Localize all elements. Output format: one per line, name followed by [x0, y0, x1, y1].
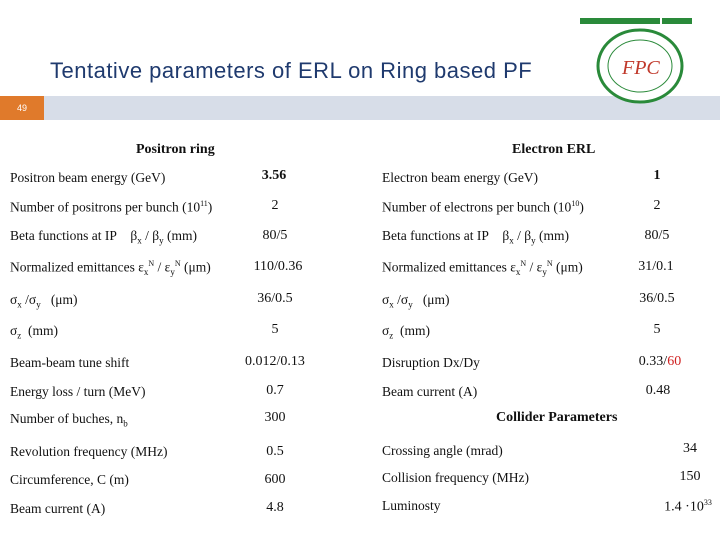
beta-functions-value: 80/5: [262, 228, 288, 243]
number-of-bunches-label: Number of buches, $n_b$: [10, 411, 128, 429]
crossing-angle-value: 34: [683, 441, 697, 456]
positrons-per-bunch-value: 2: [271, 198, 279, 213]
luminosity-label: Luminosty: [382, 498, 441, 513]
svg-text:FPC: FPC: [622, 57, 660, 79]
erl-normalized-emittances-label: Normalized emittances $\varepsilon_x^N / \varepsilon_y^N$ (μm): [382, 259, 583, 278]
beta-functions-label: Beta functions at IP $\beta_x / \beta_y$ (mm): [10, 228, 197, 246]
disruption-label: Disruption Dx/Dy: [382, 355, 480, 370]
normalized-emittances-value: 110/0.36: [253, 259, 303, 274]
electron-erl-heading: Electron ERL: [512, 142, 596, 157]
electron-energy-value: 1: [653, 168, 661, 183]
electrons-per-bunch-label: Number of electrons per bunch $(10^{10})$: [382, 199, 584, 215]
erl-beam-current-label: Beam current (A): [382, 384, 478, 399]
collision-frequency-value: 150: [679, 469, 701, 484]
erl-sigma-z-value: 5: [653, 322, 661, 337]
circumference-label: Circumference, C (m): [10, 472, 129, 487]
collider-parameters-heading: Collider Parameters: [496, 410, 618, 425]
luminosity-value: $1.4 \cdot 10^{33}$: [664, 498, 712, 515]
beam-beam-tune-shift-value: 0.012/0.13: [245, 354, 305, 369]
positron-energy-value: 3.56: [261, 168, 287, 183]
positron-beam-current-label: Beam current (A): [10, 501, 106, 516]
sigma-z-value: 5: [271, 322, 279, 337]
page-title: Tentative parameters of ERL on Ring based PF: [50, 58, 533, 83]
disruption-value: 0.33/60: [638, 354, 682, 369]
erl-sigma-xy-value: 36/0.5: [639, 291, 675, 306]
crossing-angle-label: Crossing angle (mrad): [382, 443, 503, 458]
energy-loss-value: 0.7: [266, 383, 284, 398]
normalized-emittances-label: Normalized emittances $\varepsilon_x^N / \varepsilon_y^N$ (μm): [10, 259, 211, 278]
sigma-xy-label: $\sigma_x$ $/\sigma_y$ (μm): [10, 292, 78, 310]
electrons-per-bunch-value: 2: [653, 198, 661, 213]
institution-logo: [578, 14, 698, 104]
sigma-xy-value: 36/0.5: [257, 291, 293, 306]
positrons-per-bunch-label: Number of positrons per bunch $(10^{11})$: [10, 199, 213, 215]
positron-ring-heading: Positron ring: [136, 142, 215, 157]
beam-beam-tune-shift-label: Beam-beam tune shift: [10, 355, 130, 370]
electron-energy-label: Electron beam energy (GeV): [382, 170, 539, 185]
positron-energy-label: Positron beam energy (GeV): [10, 170, 166, 185]
erl-normalized-emittances-value: 31/0.1: [638, 259, 674, 274]
energy-loss-label: Energy loss / turn (MeV): [10, 384, 146, 399]
erl-beta-functions-label: Beta functions at IP $\beta_x / \beta_y$ (mm): [382, 228, 569, 246]
positron-beam-current-value: 4.8: [266, 500, 284, 515]
erl-beam-current-value: 0.48: [645, 383, 671, 398]
collision-frequency-label: Collision frequency (MHz): [382, 470, 529, 485]
erl-beta-functions-value: 80/5: [644, 228, 670, 243]
sigma-z-label: $\sigma_z$ (mm): [10, 323, 59, 341]
slide-number: 49: [0, 96, 44, 120]
erl-sigma-z-label: $\sigma_z$ (mm): [382, 323, 431, 341]
revolution-frequency-value: 0.5: [266, 444, 284, 459]
revolution-frequency-label: Revolution frequency (MHz): [10, 444, 168, 459]
circumference-value: 600: [264, 472, 286, 487]
erl-sigma-xy-label: $\sigma_x$ $/\sigma_y$ (μm): [382, 292, 450, 310]
number-of-bunches-value: 300: [264, 410, 286, 425]
